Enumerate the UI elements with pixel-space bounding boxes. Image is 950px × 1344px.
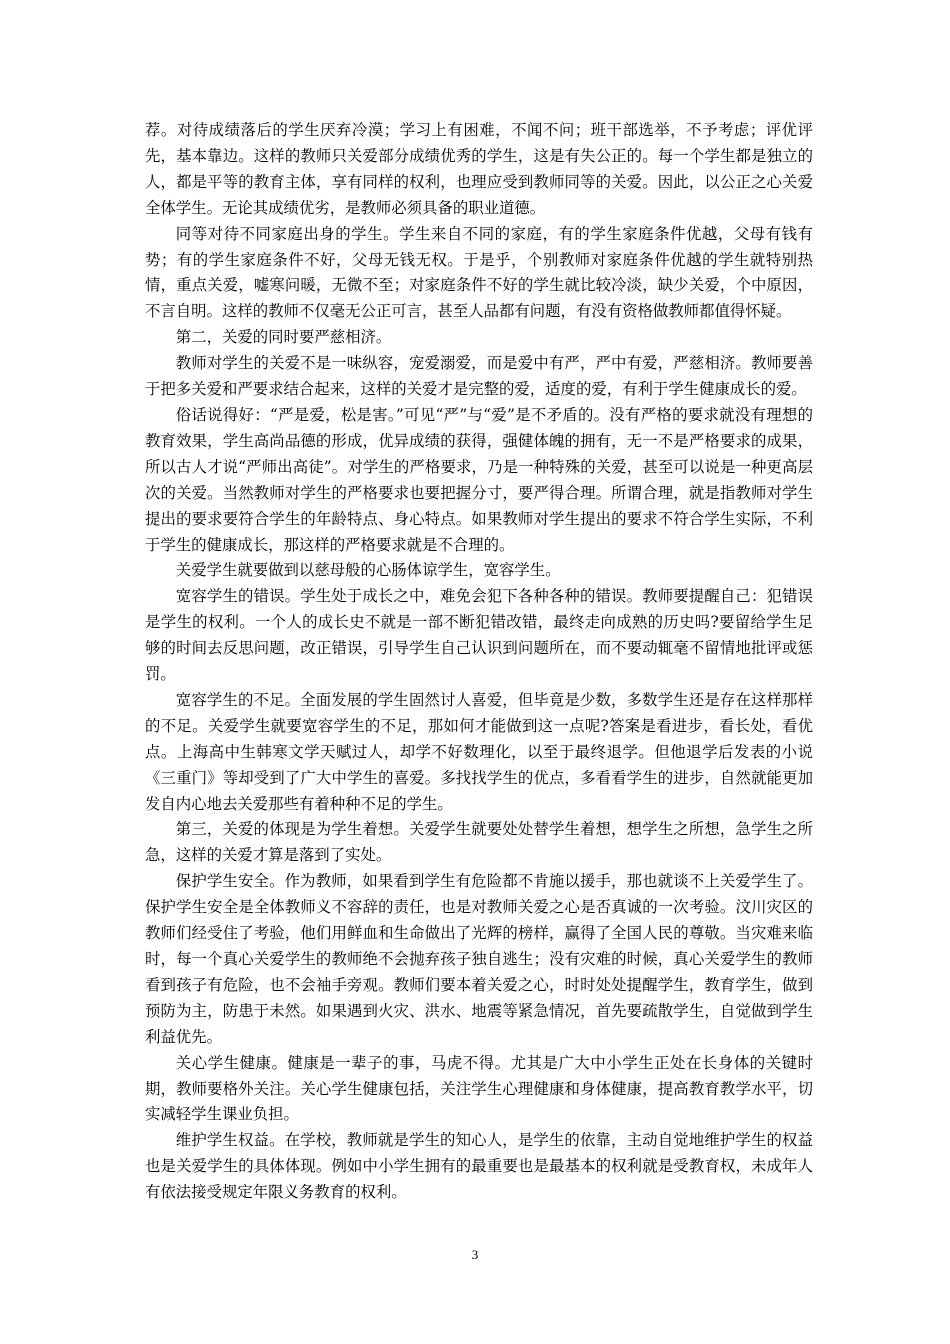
paragraph-continuation: 荐。对待成绩落后的学生厌弃冷漠；学习上有困难，不闻不问；班干部选举，不予考虑；评优评先，基本靠边。这样的教师只关爱部分成绩优秀的学生，这是有失公正的。每一个学生都是独立的人，都是平等的教育主体，享有同样的权利，也理应受到教师同等的关爱。因此，以公正之心关爱全体学生。无论其成绩优劣，是教师必须具备的职业道德。 xyxy=(145,121,813,217)
paragraph-saying: 俗话说得好：“严是爱，松是害。”可见“严”与“爱”是不矛盾的。没有严格的要求就没有理想的教育效果，学生高尚品德的形成，优异成绩的获得，强健体魄的拥有，无一不是严格要求的成果，所以古人才说“严师出高徒”。对学生的严格要求，乃是一种特殊的关爱，甚至可以说是一种更高层次的关爱。当然教师对学生的严格要求也要把握分寸，要严得合理。所谓合理，就是指教师对学生提出的要求要符合学生的年龄特点、身心特点。如果教师对学生提出的要求不符合学生实际，不利于学生的健康成长，那这样的严格要求就是不合理的。 xyxy=(145,405,813,554)
paragraph-family-background: 同等对待不同家庭出身的学生。学生来自不同的家庭，有的学生家庭条件优越，父母有钱有势；有的学生家庭条件不好，父母无钱无权。于是乎，个别教师对家庭条件优越的学生就特别热情，重点关爱，嘘寒问暖，无微不至；对家庭条件不好的学生就比较冷淡，缺少关爱，个中原因，不言自明。这样的教师不仅毫无公正可言，甚至人品都有问题，有没有资格做教师都值得怀疑。 xyxy=(145,224,813,321)
paragraph-strict-and-kind: 教师对学生的关爱不是一味纵容，宠爱溺爱，而是爱中有严，严中有爱，严慈相济。教师要善于把多关爱和严要求结合起来，这样的关爱才是完整的爱，适度的爱，有利于学生健康成长的爱。 xyxy=(145,354,813,399)
page-number: 3 xyxy=(471,1247,479,1262)
paragraph-health: 关心学生健康。健康是一辈子的事，马虎不得。尤其是广大中小学生正处在长身体的关键时期，教师要格外关注。关心学生健康包括，关注学生心理健康和身体健康，提高教育教学水平，切实减轻学生课业负担。 xyxy=(145,1053,813,1124)
paragraph-tolerate-shortcomings: 宽容学生的不足。全面发展的学生固然讨人喜爱，但毕竟是少数，多数学生还是存在这样那样的不足。关爱学生就要宽容学生的不足，那如何才能做到这一点呢?答案是看进步，看长处，看优点。上海高中生韩寒文学天赋过人，却学不好数理化，以至于最终退学。但他退学后发表的小说《三重门》等却受到了广大中学生的喜爱。多找找学生的优点，多看看学生的进步，自然就能更加发自内心地去关爱那些有着种种不足的学生。 xyxy=(145,690,813,813)
paragraph-rights: 维护学生权益。在学校，教师就是学生的知心人，是学生的依靠，主动自觉地维护学生的权益也是关爱学生的具体体现。例如中小学生拥有的最重要也是最基本的权利就是受教育权，未成年人有依法接受规定年限义务教育的权利。 xyxy=(145,1131,813,1202)
paragraph-tolerance-intro: 关爱学生就要做到以慈母般的心肠体谅学生，宽容学生。 xyxy=(175,561,561,580)
section-heading-second: 第二，关爱的同时要严慈相济。 xyxy=(175,328,392,347)
paragraph-safety: 保护学生安全。作为教师，如果看到学生有危险都不肯施以援手，那也就谈不上关爱学生了。保护学生安全是全体教师义不容辞的责任，也是对教师关爱之心是否真诚的一次考验。汶川灾区的教师们经受住了考验，他们用鲜血和生命做出了光辉的榜样，赢得了全国人民的尊敬。当灾难来临时，每一个真心关爱学生的教师绝不会抛弃孩子独自逃生；没有灾难的时候，真心关爱学生的教师看到孩子有危险，也不会袖手旁观。教师们要本着关爱之心，时时处处提醒学生，教育学生，做到预防为主，防患于未然。如果遇到火灾、洪水、地震等紧急情况，首先要疏散学生，自觉做到学生利益优先。 xyxy=(145,872,813,1046)
document-body xyxy=(145,118,813,1206)
paragraph-tolerate-mistakes: 宽容学生的错误。学生处于成长之中，难免会犯下各种各种的错误。教师要提醒自己：犯错误是学生的权利。一个人的成长史不就是一部不断犯错改错，最终走向成熟的历史吗?要留给学生足够的时间去反思问题，改正错误，引导学生自己认识到问题所在，而不要动辄毫不留情地批评或惩罚。 xyxy=(145,587,813,684)
section-heading-third: 第三，关爱的体现是为学生着想。关爱学生就要处处替学生着想，想学生之所想，急学生之所急，这样的关爱才算是落到了实处。 xyxy=(145,820,813,865)
